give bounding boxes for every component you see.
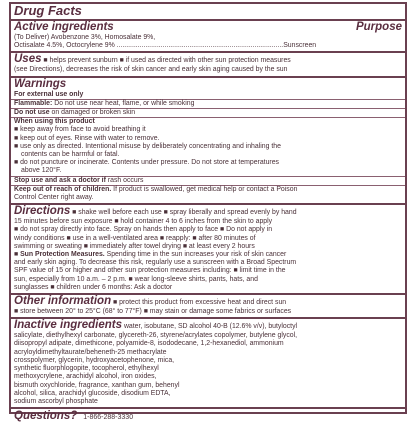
directions-section bbox=[11, 205, 405, 295]
inactive-line-10: sodium ascorbyl phosphate bbox=[14, 397, 98, 405]
flammable-text: Do not use near heat, flame, or while smoking bbox=[54, 99, 195, 107]
inactive-line-7: methoxycrylene, arachidyl alcohol, iron oxides, bbox=[14, 373, 157, 381]
questions-section bbox=[11, 409, 405, 424]
external-use-text: For external use only bbox=[14, 90, 84, 98]
when-using-heading: When using this product bbox=[11, 117, 405, 126]
directions-line-9: sun, especially from 10 a.m. – 2 p.m. ■ wear long-sleeve shirts, pants, hats, and bbox=[14, 275, 258, 283]
inactive-line-1: water, isobutane, SD alcohol 40-B (12.6% v/v), butyloctyl bbox=[123, 323, 298, 331]
flammable-label: Flammable: bbox=[14, 99, 53, 107]
when-using-3: ■ use only as directed. Intentional misuse by deliberately concentrating and inhaling the bbox=[14, 142, 281, 150]
active-ingredients-heading: Active ingredients bbox=[14, 21, 114, 33]
other-line-1: ■ protect this product from excessive heat and direct sun bbox=[113, 299, 287, 307]
directions-line-7: and early skin aging. To decrease this risk, regularly use a sunscreen with a Broad Spectrum bbox=[14, 259, 297, 267]
inactive-ingredients-section bbox=[11, 319, 405, 409]
stop-use-label: Stop use and ask a doctor if bbox=[14, 176, 106, 184]
when-using-1: ■ keep away from face to avoid breathing it bbox=[14, 126, 146, 134]
when-using-3b: contents can be harmful or fatal. bbox=[21, 151, 120, 159]
purpose-heading: Purpose bbox=[355, 21, 402, 33]
keep-out-of-reach-text-2: Control Center right away. bbox=[14, 194, 94, 202]
when-using-2: ■ keep out of eyes. Rinse with water to remove. bbox=[14, 134, 160, 142]
drug-facts-panel bbox=[9, 2, 407, 423]
active-line-1: (To Deliver) Avobenzone 3%, Homosalate 9%, bbox=[14, 34, 156, 41]
warnings-heading: Warnings bbox=[14, 77, 67, 90]
inactive-line-9: alcohol, silica, arachidyl glucoside, disodium EDTA, bbox=[14, 389, 171, 397]
do-not-use-label: Do not use bbox=[14, 109, 50, 117]
directions-line-1: ■ shake well before each use ■ spray liberally and spread evenly by hand bbox=[72, 209, 297, 217]
uses-heading: Uses bbox=[14, 53, 42, 66]
inactive-line-5: crosspolymer, glycerin, hydroxyacetophenone, mica, bbox=[14, 356, 175, 364]
directions-line-4: windy conditions ■ use in a well-ventilated area ■ reapply: ■ after 80 minutes of bbox=[14, 234, 256, 242]
uses-line-2: (see Directions), decreases the risk of skin cancer and early skin aging caused by the sun bbox=[14, 66, 288, 74]
panel-title: Drug Facts bbox=[14, 3, 82, 18]
inactive-line-6: synthetic fluorphlogopite, tocopherol, ethylhexyl bbox=[14, 365, 159, 373]
when-using-4: ■ do not puncture or incinerate. Contents under pressure. Do not store at temperatures bbox=[14, 159, 280, 167]
inactive-ingredients-heading: Inactive ingredients bbox=[14, 319, 123, 332]
other-line-2: ■ store between 20° to 25°C (68° to 77°F) ■ may stain or damage some fabrics or surfaces bbox=[14, 308, 292, 316]
questions-phone: 1-866-288-3330 bbox=[83, 414, 134, 422]
active-line-2: Octisalate 4.5%, Octocrylene 9% .......................................................................................Sunscreen bbox=[14, 42, 317, 50]
keep-out-of-reach-label: Keep out of reach of children. bbox=[14, 185, 112, 193]
keep-out-of-reach-text: If product is swallowed, get medical help or contact a Poison bbox=[113, 185, 298, 193]
directions-line-8: SPF value of 15 or higher and other sun protection measures including: ■ limit time in the bbox=[14, 267, 286, 275]
do-not-use-text: on damaged or broken skin bbox=[51, 109, 136, 117]
other-information-heading: Other information bbox=[14, 295, 112, 308]
uses-line-1: ■ helps prevent sunburn ■ if used as directed with other sun protection measures bbox=[43, 57, 291, 65]
uses-section bbox=[11, 53, 405, 77]
directions-line-10: sunglasses ■ children under 6 months: Ask a doctor bbox=[14, 283, 173, 291]
drug-facts-header bbox=[11, 4, 405, 21]
directions-line-6: Spending time in the sun increases your risk of skin cancer bbox=[106, 251, 287, 259]
directions-line-3: ■ do not spray directly into face. Spray on hands then apply to face ■ Do not apply in bbox=[14, 226, 273, 234]
stop-use-text: rash occurs bbox=[107, 176, 144, 184]
inactive-line-3: diisopropyl adipate, dimethicone, polyamide-8, isododecane, 1,2-hexanediol, ammonium bbox=[14, 340, 284, 348]
warnings-section bbox=[11, 78, 405, 206]
inactive-line-8: bismuth oxychloride, fragrance, xanthan gum, behenyl bbox=[14, 381, 180, 389]
directions-heading: Directions bbox=[14, 205, 71, 218]
sun-protection-label: ■ Sun Protection Measures. bbox=[14, 251, 105, 259]
questions-heading: Questions? bbox=[14, 410, 78, 423]
active-ingredients-section bbox=[11, 21, 405, 53]
inactive-line-2: salicylate, diethylhexyl carbonate, glycereth-26, styrene/acrylates copolymer, butylene glycol, bbox=[14, 332, 298, 340]
directions-line-5: swimming or sweating ■ immediately after towel drying ■ at least every 2 hours bbox=[14, 242, 255, 250]
when-using-4b: above 120°F. bbox=[21, 167, 62, 175]
other-information-section bbox=[11, 295, 405, 319]
inactive-line-4: acryloyldimethyltaurate/beheneth-25 methacrylate bbox=[14, 348, 167, 356]
directions-line-2: 15 minutes before sun exposure ■ hold container 4 to 6 inches from the skin to apply bbox=[14, 218, 273, 226]
